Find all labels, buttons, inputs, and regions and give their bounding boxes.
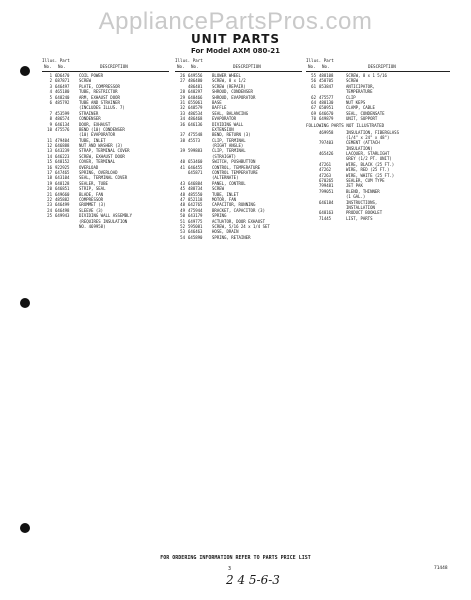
part-description: SHROUD, EVAPORATOR [212,94,256,100]
part-number: 486481 [188,83,203,89]
part-description: WIRE, RED (25 FT.) [346,167,390,173]
part-description: (1/4" x 24" x 48") [346,134,390,140]
part-number: 595081 [188,223,203,229]
part-number: 645871 [188,170,203,176]
part-description: WIRE, WHITE (25 FT.) [346,172,395,178]
illus-number: 1 [49,73,52,78]
part-description: SCREW, 5/16 24 x 1/4 SET [212,223,270,229]
part-description: BEND, RETURN (3) [212,132,251,138]
part-number: 646851 [55,186,70,192]
illus-number: 2 [49,78,52,84]
illus-number: 23 [47,202,52,208]
part-number: 649775 [188,218,203,224]
header-description: DESCRIPTION [100,64,128,69]
part-number: 646499 [55,202,70,208]
part-description: ACTUATOR, DOOR EXHAUST [212,218,265,224]
part-description: LIST, PARTS [346,215,373,221]
illus-number: 17 [47,170,52,176]
part-number: 650951 [319,105,334,111]
part-number: 486534 [188,110,203,116]
header-description: DESCRIPTION [233,64,261,69]
part-description: SEALER, TUBE [79,180,108,186]
part-description: INSULATION) [346,145,373,151]
illus-number: 18 [47,175,52,181]
parts-row [306,116,450,121]
part-description: SCREW [346,78,359,84]
part-number: 646136 [188,121,203,127]
part-description: STRIP, SEAL [79,186,106,192]
part-number: 479404 [55,137,70,143]
illus-number: 20 [47,186,52,192]
header-part-no: No. [322,64,330,69]
part-number: 646463 [188,229,203,235]
illus-number: 3 [49,83,52,89]
illus-number: 5 [49,94,52,100]
header-rule [175,71,302,72]
illus-number: 13 [47,148,52,154]
illus-number: 8 [49,116,52,122]
part-description: (1 GAL.) [346,194,366,200]
part-description: UNIT, SUPPORT [346,116,378,122]
part-number: 486480 [188,78,203,84]
illus-number: 55 [311,73,316,78]
part-description: STRAINER [79,110,99,116]
column-header-line2 [42,64,169,70]
part-description: ANTICIPATOR, [346,83,375,89]
part-description: COMPRESSOR [79,196,104,202]
part-number: 486468 [188,116,203,122]
part-description: JET PAK [346,183,363,189]
part-number: 6D6470 [55,73,70,78]
part-description: CEMENT (ATTACH [346,140,380,146]
parts-list [42,73,169,229]
ordering-footer: FOR ORDERING INFORMATION REFER TO PARTS PRICE LIST [160,555,311,561]
part-number: 485882 [55,196,70,202]
illus-number: 14 [47,153,52,159]
illus-number: 29 [180,94,185,100]
illus-number: 56 [311,78,316,84]
part-number: 643239 [55,148,70,154]
document-code: 71448 [434,566,448,571]
part-description: SCREW, EXHAUST DOOR [79,153,125,159]
parts-row [306,216,450,221]
part-number: 648297 [188,89,203,95]
part-description: TUBE, INLET [79,137,106,143]
illus-number: 38 [180,137,185,143]
page-number: 3 [228,566,232,572]
part-description: (STRAIGHT) [212,153,237,159]
part-number: 643179 [188,213,203,219]
illus-number: 69 [311,110,316,116]
header-no: No. [44,64,52,69]
illus-number: 28 [180,89,185,95]
part-number: 485792 [55,99,70,105]
illus-number: 10 [47,126,52,132]
part-number: 465426 [319,151,334,157]
part-description: EXTENSION [212,126,234,132]
illus-number: 64 [311,99,316,105]
header-description: DESCRIPTION [368,64,396,69]
part-number: 648163 [319,210,334,216]
part-description: TEMPERATURE [346,89,373,95]
part-number: 458705 [319,78,334,84]
illus-number: 49 [180,207,185,213]
part-number: 475944 [188,207,203,213]
parts-column-3 [306,58,450,221]
part-number: 799051 [319,188,334,194]
part-number: 646888 [55,143,70,149]
part-description: BASE [212,99,222,105]
column-header-line2 [175,64,302,70]
part-number: 488130 [319,99,334,105]
part-number: 646884 [188,180,203,186]
part-description: OVERLOAD [79,164,99,170]
part-description: CONTROL TEMPERATURE [212,170,258,176]
illus-number: 15 [47,159,52,165]
part-description: BLEND, THINNER [346,188,380,194]
part-description: SPRING [212,213,227,219]
part-number: 648466 [188,94,203,100]
illus-number: 40 [180,159,185,165]
part-number: 649943 [55,213,70,219]
illus-number: 48 [180,202,185,208]
part-number: 645890 [188,234,203,240]
part-description: SEAL, BALANCING [212,110,249,116]
part-number: 646134 [55,121,70,127]
part-description: NUT AND WASHER (3) [79,143,123,149]
part-description: BAFFLE [212,105,227,111]
watermark: AppliancePartsPros.com [98,8,373,35]
part-number: 687871 [55,78,70,84]
part-description: PANEL, CONTROL [212,180,246,186]
part-description: SPRING, RETAINER [212,234,251,240]
part-number: 488108 [319,73,334,78]
part-number: 469958 [319,129,334,135]
illus-number: 12 [47,143,52,149]
part-number: 647465 [55,170,70,176]
illus-number: 11 [47,137,52,143]
illus-number: 70 [311,116,316,122]
part-description: SEAL, TERMINAL COVER [79,175,128,181]
header-part-no: No. [191,64,199,69]
illus-number: 43 [180,180,185,186]
part-number: 648579 [188,105,203,111]
part-description: SEAL, CONDENSATE [346,110,385,116]
part-number: 485550 [188,191,203,197]
part-number: 47261 [319,161,332,167]
part-number: 646184 [319,199,334,205]
part-number: 45573 [188,137,201,143]
part-description: INSTRUCTIONS, [346,199,378,205]
part-description: GREY (1/2 PT. UNIT) [346,156,392,162]
part-number: 670265 [319,178,334,184]
part-number: 853847 [319,83,334,89]
part-description: WIRE, BLACK (25 FT.) [346,161,395,167]
part-description: (INCLUDES ILLUS. 7) [79,105,125,111]
part-description: SCREW (REPAIR) [212,83,246,89]
part-number: 648152 [55,159,70,165]
header-no: No. [308,64,316,69]
part-number: 71445 [319,215,332,221]
part-description: GROMMET (3) [79,202,106,208]
part-number: 646455 [188,164,203,170]
illus-number: 7 [49,110,52,116]
part-description: CONDENSER [79,116,101,122]
parts-list [175,73,302,240]
part-description: TUBE AND STRAINER [79,99,120,105]
parts-list-not-illustrated [306,130,450,222]
illus-number: 27 [180,78,185,84]
part-number: 646498 [55,207,70,213]
part-number: 653460 [188,159,203,165]
illus-number: 47 [180,196,185,202]
illus-number: 32 [180,105,185,111]
part-description: BEND (10) CONDENSER [79,126,125,132]
parts-list [306,73,450,122]
part-description: STRAP, TERMINAL COVER [79,148,130,154]
part-description: TUBE, INLET [212,191,239,197]
illus-number: 9 [49,121,52,127]
part-description: BRACKET, CAPACITOR (3) [212,207,265,213]
part-number: 465180 [55,89,70,95]
part-description: (ALTERNATE) [212,175,239,181]
part-number: 797403 [319,140,334,146]
part-number: 47263 [319,172,332,178]
part-number: 475548 [188,132,203,138]
illus-number: 41 [180,164,185,170]
part-description: (10) EVAPORATOR [79,132,116,138]
part-number: 852118 [188,196,203,202]
part-number: 475577 [319,94,334,100]
illus-number: 6 [49,99,52,105]
part-description: COIL POWER [79,73,104,78]
page-title: UNIT PARTS [190,32,281,46]
illus-number: 52 [180,223,185,229]
punch-hole-top [20,66,30,76]
illus-number: 39 [180,148,185,154]
header-part-no: No. [58,64,66,69]
illus-number: 16 [47,164,52,170]
part-description: SPRING, OVERLOAD [79,170,118,176]
illus-number: 54 [180,234,185,240]
handwritten-note: 2 4 5-6-3 [226,573,280,587]
part-number: 799481 [319,183,334,189]
header-rule [42,71,169,72]
illus-number: 36 [180,121,185,127]
part-number: 646223 [55,153,70,159]
illus-number: 26 [180,73,185,78]
part-description: CLIP, TERMINAL [212,148,246,154]
part-number: 646497 [55,83,70,89]
part-description: SLEEVE (3) [79,207,104,213]
part-description: INSTALLATION [346,204,375,210]
illus-number: 48 [180,191,185,197]
part-description: CAPACITOR, RUNNING [212,202,256,208]
part-number: 649556 [188,73,203,78]
part-number: 486574 [55,116,70,122]
part-description: (RIGHT ANGLE) [212,143,244,149]
part-description: CLAMP, CABLE [346,105,375,111]
part-description: DOOR, EXHAUST [79,121,111,127]
illus-number: 45 [180,186,185,192]
part-number: 649660 [55,191,70,197]
header-rule [306,71,450,72]
part-number: 649879 [319,116,334,122]
punch-hole-middle [20,298,30,308]
part-description: INSULATION, FIBERGLASS [346,129,399,135]
part-description: CONTROL, TEMPERATURE [212,164,261,170]
part-description: SCREW [79,78,92,84]
illus-number: 53 [180,229,185,235]
part-number: 599883 [188,148,203,154]
not-illustrated-heading: FOLLOWING PARTS NOT ILLUSTRATED [306,122,385,128]
part-number: 643104 [55,175,70,181]
part-description: DIVIDING WALL [212,121,244,127]
illus-number: 21 [47,191,52,197]
part-description: LACQUER, STARLIGHT [346,151,390,157]
part-number: 488734 [188,186,203,192]
parts-column-2 [175,58,302,240]
part-description: CLIP [346,94,356,100]
column-header-line1: Illus. Part [306,58,334,63]
part-description: CLIP, TERMINAL [212,137,246,143]
header-no: No. [177,64,185,69]
part-number: 47262 [319,167,332,173]
column-header-line2 [306,64,450,70]
part-description: NO. 469958) [79,223,106,229]
illus-number: 24 [47,207,52,213]
illus-number: 31 [180,99,185,105]
part-number: 642765 [188,202,203,208]
illus-number: 33 [180,110,185,116]
part-description: SCREW, 8 x 1/2 [212,78,246,84]
part-number: 655061 [188,99,203,105]
illus-number: 51 [180,218,185,224]
parts-column-1 [42,58,169,229]
part-number: 475576 [55,126,70,132]
part-description: SWITCH, PUSHBUTTON [212,159,256,165]
model-subtitle: For Model AXM 080-21 [190,47,281,55]
column-header-line1: Illus. Part [42,58,70,63]
part-number: 646670 [319,110,334,116]
part-description: BLADE, FAN [79,191,104,197]
part-description: DIVIDING WALL ASSEMBLY [79,213,132,219]
part-description: EVAPORATOR [212,116,237,122]
part-description: HOSE, DRAIN [212,229,239,235]
illus-number: 25 [47,213,52,219]
illus-number: 50 [180,213,185,219]
part-number: 922925 [55,164,70,170]
part-number: 453599 [55,110,70,116]
illus-number: 61 [311,83,316,89]
part-number: 648128 [55,180,70,186]
column-header-line1: Illus. Part [175,58,203,63]
part-number: 648240 [55,94,70,100]
part-description: TUBE, RESTRICTOR [79,89,118,95]
part-description: PLATE, COMPRESSOR [79,83,120,89]
illus-number: 62 [311,94,316,100]
illus-number: 22 [47,196,52,202]
part-description: SHROUD, CONDENSER [212,89,253,95]
illus-number: 67 [311,105,316,111]
illus-number: 34 [180,116,185,122]
part-description: ARM, EXHAUST DOOR [79,94,120,100]
part-description: SEALER, CUM TYPE [346,178,385,184]
part-description: MOTOR, FAN [212,196,237,202]
parts-row [42,224,169,229]
part-description: (REQUIRES INSULATION [79,218,128,224]
part-description: SCREW [212,186,225,192]
illus-number: 4 [49,89,52,95]
part-description: BLOWER WHEEL [212,73,241,78]
parts-row [175,235,302,240]
punch-hole-bottom [20,523,30,533]
part-description: SCREW, 8 x 1 5/16 [346,73,387,78]
illus-number: 19 [47,180,52,186]
illus-number: 37 [180,132,185,138]
part-description: COVER, TERMINAL [79,159,116,165]
part-description: PRODUCT BOOKLET [346,210,383,216]
part-description: NUT KEPS [346,99,366,105]
